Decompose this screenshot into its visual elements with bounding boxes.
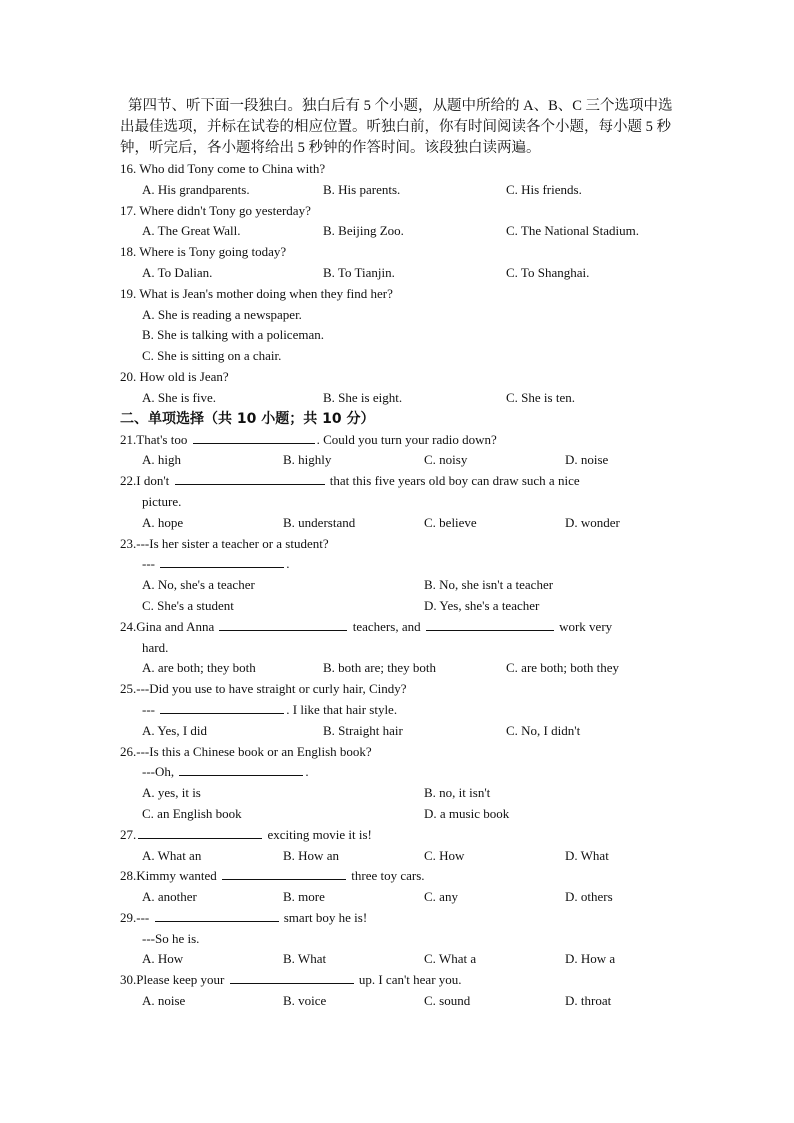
option-b: B. His parents. <box>323 181 401 197</box>
option-c: C. an English book <box>142 805 242 821</box>
option-b: B. What <box>283 951 327 967</box>
option-d: D. throat <box>565 993 612 1009</box>
question-17 <box>120 201 680 243</box>
stem-text: . I like that hair style. <box>286 701 398 717</box>
question-stem <box>120 471 680 492</box>
options-row <box>120 596 680 617</box>
question-stem <box>120 908 680 929</box>
question-19 <box>120 284 680 367</box>
option-a: A. She is five. <box>142 389 217 405</box>
option-c: C. She is sitting on a chair. <box>142 348 282 364</box>
stem-text: work very <box>559 618 613 634</box>
answer-blank[interactable] <box>230 970 354 984</box>
option-a: A. yes, it is <box>142 785 201 801</box>
option-a: A. How <box>142 951 184 967</box>
option-b: B. No, she isn't a teacher <box>424 577 554 593</box>
answer-blank[interactable] <box>155 908 279 922</box>
options-row <box>120 221 680 242</box>
option-b: B. Straight hair <box>323 722 403 738</box>
option-b: B. highly <box>283 452 332 468</box>
question-stem <box>120 430 680 451</box>
options-row <box>120 721 680 742</box>
question-stem: 20. How old is Jean? <box>120 368 229 384</box>
question-23 <box>120 534 680 617</box>
options-row <box>120 263 680 284</box>
question-30 <box>120 970 680 1012</box>
option-d: D. wonder <box>565 514 620 530</box>
question-stem <box>120 866 680 887</box>
stem-text: 22.I don't <box>120 473 170 489</box>
option-b: B. To Tianjin. <box>323 264 395 280</box>
stem-text: 24.Gina and Anna <box>120 618 215 634</box>
option-c: C. No, I didn't <box>506 722 581 738</box>
dialogue-line <box>120 554 680 575</box>
stem-text: . <box>286 556 290 572</box>
question-28 <box>120 866 680 908</box>
answer-blank[interactable] <box>179 762 303 776</box>
options-row <box>120 450 680 471</box>
option-b: B. She is eight. <box>323 389 403 405</box>
stem-text: . Could you turn your radio down? <box>316 431 497 447</box>
option-d: D. Yes, she's a teacher <box>424 597 540 613</box>
options-row <box>120 180 680 201</box>
option-d: D. a music book <box>424 805 510 821</box>
stem-text: 29.--- <box>120 909 150 925</box>
stem-text: that this five years old boy can draw such a nice <box>329 473 580 489</box>
stem-text: . <box>305 764 309 780</box>
option-a: A. hope <box>142 514 184 530</box>
option-c: C. any <box>424 889 458 905</box>
dialogue-line <box>120 700 680 721</box>
option-a: A. Yes, I did <box>142 722 208 738</box>
options-row <box>120 658 680 679</box>
option-a: A. noise <box>142 993 186 1009</box>
stem-text: --- <box>142 556 155 572</box>
question-stem: 18. Where is Tony going today? <box>120 244 287 260</box>
stem-text: 21.That's too <box>120 431 188 447</box>
stem-text: 27. <box>120 826 137 842</box>
option-c: C. are both; both they <box>506 660 620 676</box>
option-a: A. The Great Wall. <box>142 223 241 239</box>
option-b: B. both are; they both <box>323 660 437 676</box>
option-b: B. How an <box>283 847 339 863</box>
options-row <box>120 575 680 596</box>
stem-text: three toy cars. <box>351 868 425 884</box>
question-stem <box>120 970 680 991</box>
answer-blank[interactable] <box>138 825 262 839</box>
dialogue-line <box>120 762 680 783</box>
question-stem <box>120 825 680 846</box>
question-stem: 17. Where didn't Tony go yesterday? <box>120 202 311 218</box>
options-row <box>120 388 680 409</box>
option-b: B. She is talking with a policeman. <box>142 327 324 343</box>
option-d: D. others <box>565 889 613 905</box>
question-stem <box>120 617 680 638</box>
question-16 <box>120 159 680 201</box>
question-25 <box>120 679 680 741</box>
question-29 <box>120 908 680 970</box>
answer-blank[interactable] <box>160 554 284 568</box>
question-stem: 16. Who did Tony come to China with? <box>120 161 326 176</box>
stem-continuation: hard. <box>142 639 169 655</box>
options-row <box>120 804 680 825</box>
dialogue-line: ---So he is. <box>142 930 200 946</box>
options-row <box>120 991 680 1012</box>
option-b: B. Beijing Zoo. <box>323 223 404 239</box>
options-row <box>120 783 680 804</box>
option-a: A. She is reading a newspaper. <box>142 306 302 322</box>
option-d: D. noise <box>565 452 609 468</box>
question-21 <box>120 430 680 472</box>
option-c: C. believe <box>424 514 477 530</box>
question-stem: 25.---Did you use to have straight or curly hair, Cindy? <box>120 681 407 697</box>
answer-blank[interactable] <box>222 866 346 880</box>
options-row <box>120 949 680 970</box>
option-b: B. understand <box>283 514 356 530</box>
answer-blank[interactable] <box>175 471 325 485</box>
option-a: A. are both; they both <box>142 660 256 676</box>
question-20 <box>120 367 680 409</box>
stem-text: teachers, and <box>352 618 421 634</box>
question-27 <box>120 825 680 867</box>
options-row <box>120 513 680 534</box>
listening-instructions: 第四节、听下面一段独白。独白后有 5 个小题，从题中所给的 A、B、C 三个选项中选出最佳选项，并标在试卷的相应位置。听独白前，你有时间阅读各个小题，每小题 5 秒钟，听完后，各小题将给出 5 秒钟的作答时间。该段独白读两遍。 <box>120 98 673 156</box>
option-a: A. No, she's a teacher <box>142 577 255 593</box>
option-c: C. She is ten. <box>506 389 575 405</box>
stem-text: 30.Please keep your <box>120 972 225 988</box>
option-c: C. To Shanghai. <box>506 264 590 280</box>
question-18 <box>120 242 680 284</box>
question-stem: 19. What is Jean's mother doing when they find her? <box>120 285 393 301</box>
option-c: C. How <box>424 847 465 863</box>
question-24 <box>120 617 680 679</box>
answer-blank[interactable] <box>219 617 347 631</box>
option-a: A. high <box>142 452 181 468</box>
answer-blank[interactable] <box>426 617 554 631</box>
question-stem: 26.---Is this a Chinese book or an English book? <box>120 743 372 759</box>
answer-blank[interactable] <box>160 700 284 714</box>
stem-text: 28.Kimmy wanted <box>120 868 217 884</box>
option-b: B. more <box>283 889 325 905</box>
options-row <box>120 846 680 867</box>
question-stem: 23.---Is her sister a teacher or a student? <box>120 535 329 551</box>
answer-blank[interactable] <box>193 430 315 444</box>
option-c: C. What a <box>424 951 477 967</box>
option-a: A. What an <box>142 847 202 863</box>
stem-text: ---Oh, <box>142 764 175 780</box>
section-title: 二、单项选择（共 10 小题；共 10 分） <box>120 410 375 427</box>
stem-text: up. I can't hear you. <box>358 972 462 988</box>
option-d: D. How a <box>565 951 616 967</box>
option-c: C. She's a student <box>142 597 234 613</box>
option-a: A. another <box>142 889 197 905</box>
option-c: C. His friends. <box>506 181 582 197</box>
stem-text: --- <box>142 701 155 717</box>
option-c: C. noisy <box>424 452 468 468</box>
option-a: A. His grandparents. <box>142 181 250 197</box>
exam-page <box>120 96 680 1012</box>
question-26 <box>120 742 680 825</box>
option-b: B. no, it isn't <box>424 785 491 801</box>
stem-text: smart boy he is! <box>283 909 368 925</box>
option-c: C. The National Stadium. <box>506 223 639 239</box>
question-22 <box>120 471 680 533</box>
option-d: D. What <box>565 847 609 863</box>
option-b: B. voice <box>283 993 327 1009</box>
stem-text: exciting movie it is! <box>267 826 372 842</box>
stem-continuation: picture. <box>142 493 182 509</box>
option-c: C. sound <box>424 993 471 1009</box>
options-row <box>120 887 680 908</box>
option-a: A. To Dalian. <box>142 264 213 280</box>
